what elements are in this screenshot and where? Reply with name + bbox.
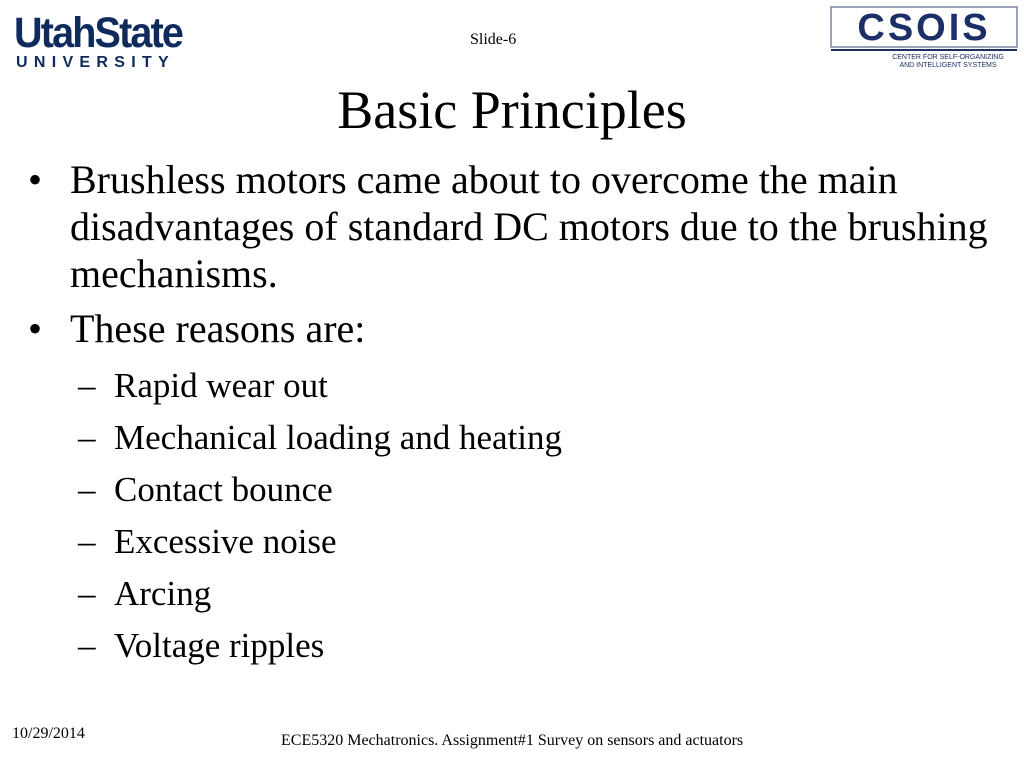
sub-bullet-item: [28, 412, 1008, 464]
dash-marker: –: [78, 470, 96, 509]
csois-logo: [828, 4, 1020, 70]
dash-marker: –: [78, 418, 96, 457]
csois-logo-name: CSOIS: [857, 7, 991, 49]
dash-marker: –: [78, 366, 96, 405]
dash-marker: –: [78, 626, 96, 665]
dash-marker: –: [78, 574, 96, 613]
sub-bullet-item: [28, 464, 1008, 516]
bullet-item: [28, 156, 1008, 297]
sub-bullet-text: Excessive noise: [114, 522, 337, 561]
slide-body: [28, 156, 1008, 672]
csois-logo-graphic: [828, 4, 1020, 70]
dash-marker: –: [78, 522, 96, 561]
usu-logo-subtitle: UNIVERSITY: [16, 54, 176, 71]
bullet-marker: •: [28, 306, 43, 351]
bullet-marker: •: [28, 157, 43, 202]
sub-bullet-text: Voltage ripples: [114, 626, 325, 665]
utah-state-university-logo: [14, 10, 200, 72]
sub-bullet-item: [28, 620, 1008, 672]
csois-logo-line1: CENTER FOR SELF-ORGANIZING: [892, 54, 1004, 61]
slide-number: Slide-6: [470, 31, 517, 48]
sub-bullet-text: Contact bounce: [114, 470, 333, 509]
sub-bullet-item: [28, 568, 1008, 620]
sub-bullet-text: Arcing: [114, 574, 212, 613]
usu-logo-wordmark: UtahState: [14, 9, 183, 57]
footer-date: 10/29/2014: [12, 725, 85, 742]
bullet-text: Brushless motors came about to overcome the main disadvantages of standard DC motors due to the brushing mechanisms.: [70, 157, 988, 296]
csois-logo-line2: AND INTELLIGENT SYSTEMS: [899, 62, 997, 69]
bullet-text: These reasons are:: [70, 306, 366, 351]
sub-bullet-text: Rapid wear out: [114, 366, 328, 405]
bullet-item: [28, 305, 1008, 352]
footer-text: ECE5320 Mechatronics. Assignment#1 Survey on sensors and actuators: [281, 732, 744, 749]
sub-bullet-text: Mechanical loading and heating: [114, 418, 563, 457]
slide-title: Basic Principles: [337, 80, 687, 140]
sub-bullet-item: [28, 360, 1008, 412]
sub-bullet-item: [28, 516, 1008, 568]
